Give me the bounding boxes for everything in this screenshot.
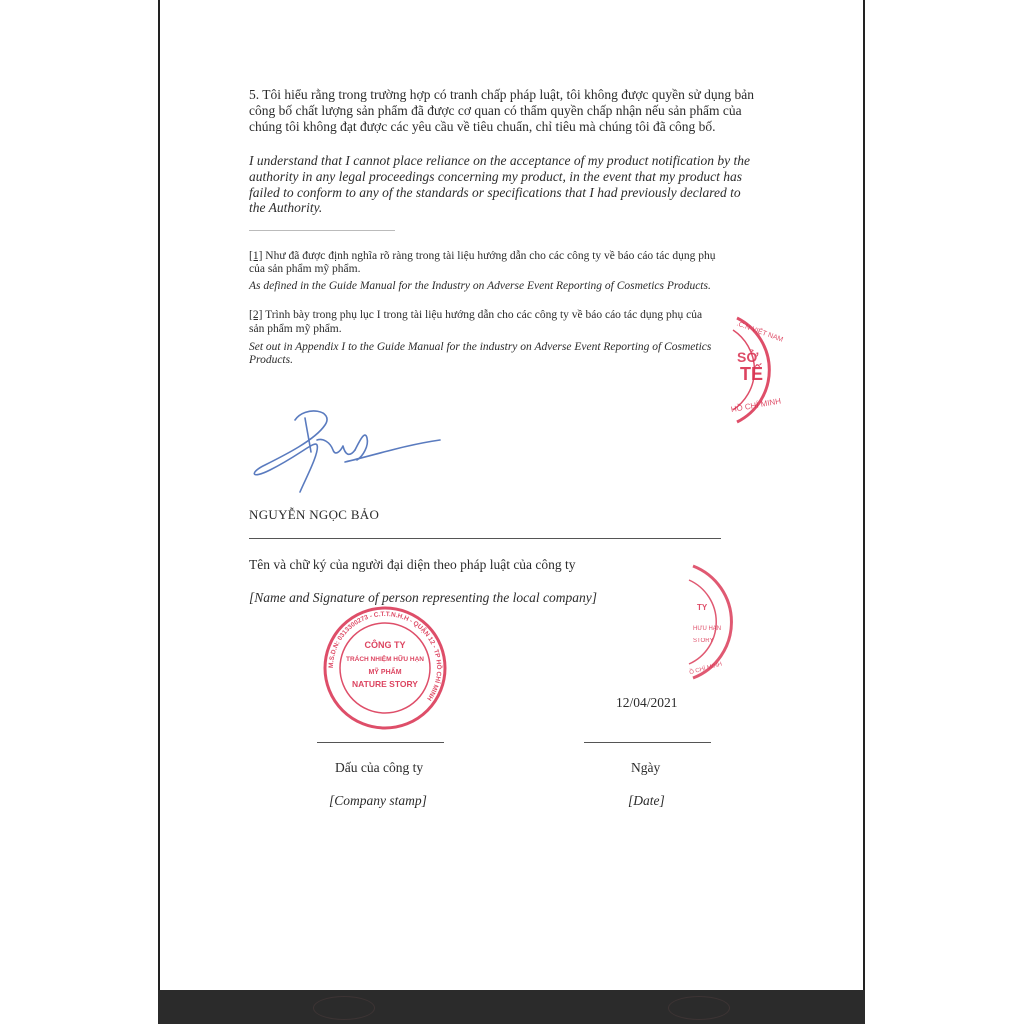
clause5-vi-line3: chúng tôi không đạt được các yêu cầu về tiêu chuẩn, chỉ tiêu mà chúng tôi đã công bố.	[249, 119, 716, 134]
footnote-1-en: As defined in the Guide Manual for the Industry on Adverse Event Reporting of Cosmetics Products.	[249, 280, 711, 292]
svg-text:TY: TY	[697, 603, 708, 612]
authority-seal-stamp	[725, 310, 805, 430]
footnote-1-vi-line1	[249, 250, 715, 263]
footnote-2-en-line1: Set out in Appendix I to the Guide Manual for the industry on Adverse Event Reporting of Cosmetics	[249, 341, 712, 353]
company-stamp-ring: M.S.D.N: 0313300273 - C.T.T.N.H.H - QUẬN 12 - TP HỒ CHÍ MINH	[327, 610, 443, 702]
svg-text:HỮU HẠN: HỮU HẠN	[693, 626, 722, 632]
svg-text:TẾ: TẾ	[740, 364, 764, 384]
svg-text:.C.N VIỆT NAM: .C.N VIỆT NAM	[735, 320, 784, 344]
footnote-2-vi-line1	[249, 309, 702, 322]
company-stamp-line2: TRÁCH NHIỆM HỮU HẠN	[346, 656, 424, 663]
footnote-1-vi-line2: của sản phẩm mỹ phẩm.	[249, 263, 361, 275]
signature-line	[249, 538, 721, 539]
preview-seal-right	[668, 996, 730, 1020]
clause5-vi-line2: công bố chất lượng sản phẩm đã được cơ quan có thẩm quyền chấp nhận nếu sản phẩm của	[249, 103, 742, 118]
svg-text:HỒ CHÍ MINH: HỒ CHÍ MINH	[730, 396, 782, 415]
footnote-1-vi-text: Như đã được định nghĩa rõ ràng trong tài liệu hướng dẫn cho các công ty về báo cáo tác dụng phụ	[262, 250, 716, 262]
authority-seal-stamp-2	[683, 560, 758, 685]
right-margin-band	[866, 0, 1024, 1024]
stamp-label-en: [Company stamp]	[329, 793, 427, 808]
clause5-en-line3: failed to conform to any of the standards or specifications that I had previously declared to	[249, 185, 741, 200]
footnote-2-en-line2: Products.	[249, 354, 293, 366]
footnote-1-ref: [1]	[249, 250, 263, 262]
svg-text:Ồ CHÍ MINH: Ồ CHÍ MINH	[688, 661, 723, 677]
company-round-stamp	[320, 603, 450, 733]
svg-text:STORY: STORY	[693, 638, 714, 644]
next-page-preview-strip	[158, 990, 865, 1024]
date-label-vi: Ngày	[631, 760, 661, 775]
clause5-en-line4: the Authority.	[249, 200, 323, 215]
footnote-separator	[249, 230, 395, 231]
svg-text:SỞ: SỞ	[737, 349, 759, 365]
date-label-en: [Date]	[628, 793, 665, 808]
date-line	[584, 742, 711, 743]
company-stamp-line1: CÔNG TY	[364, 640, 406, 650]
footnote-2-vi-line2: sản phẩm mỹ phẩm.	[249, 323, 342, 335]
signer-name: NGUYỄN NGỌC BẢO	[249, 507, 380, 522]
stamp-line	[317, 742, 444, 743]
clause5-en-line1: I understand that I cannot place reliance on the acceptance of my product notification by the	[249, 153, 750, 168]
left-margin-band	[0, 0, 158, 1024]
signer-caption-vi: Tên và chữ ký của người đại diện theo pháp luật của công ty	[249, 557, 576, 572]
handwritten-signature	[245, 400, 445, 500]
clause5-vi-line1: 5. Tôi hiểu rằng trong trường hợp có tranh chấp pháp luật, tôi không được quyền sử dụng bản	[249, 87, 755, 102]
signer-caption-en: [Name and Signature of person representing the local company]	[249, 590, 597, 605]
stamp-label-vi: Dấu của công ty	[335, 760, 424, 775]
footnote-2-ref: [2]	[249, 309, 263, 321]
clause5-en-line2: authority in any legal proceedings concerning my product, in the event that my product has	[249, 169, 743, 184]
footnote-2-vi-text: Trình bày trong phụ lục I trong tài liệu hướng dẫn cho các công ty về báo cáo tác dụng phụ của	[262, 309, 703, 321]
company-stamp-line3: MỸ PHẨM	[368, 669, 402, 676]
date-value: 12/04/2021	[616, 695, 678, 710]
company-stamp-line4: NATURE STORY	[352, 679, 418, 689]
preview-seal-left	[313, 996, 375, 1020]
